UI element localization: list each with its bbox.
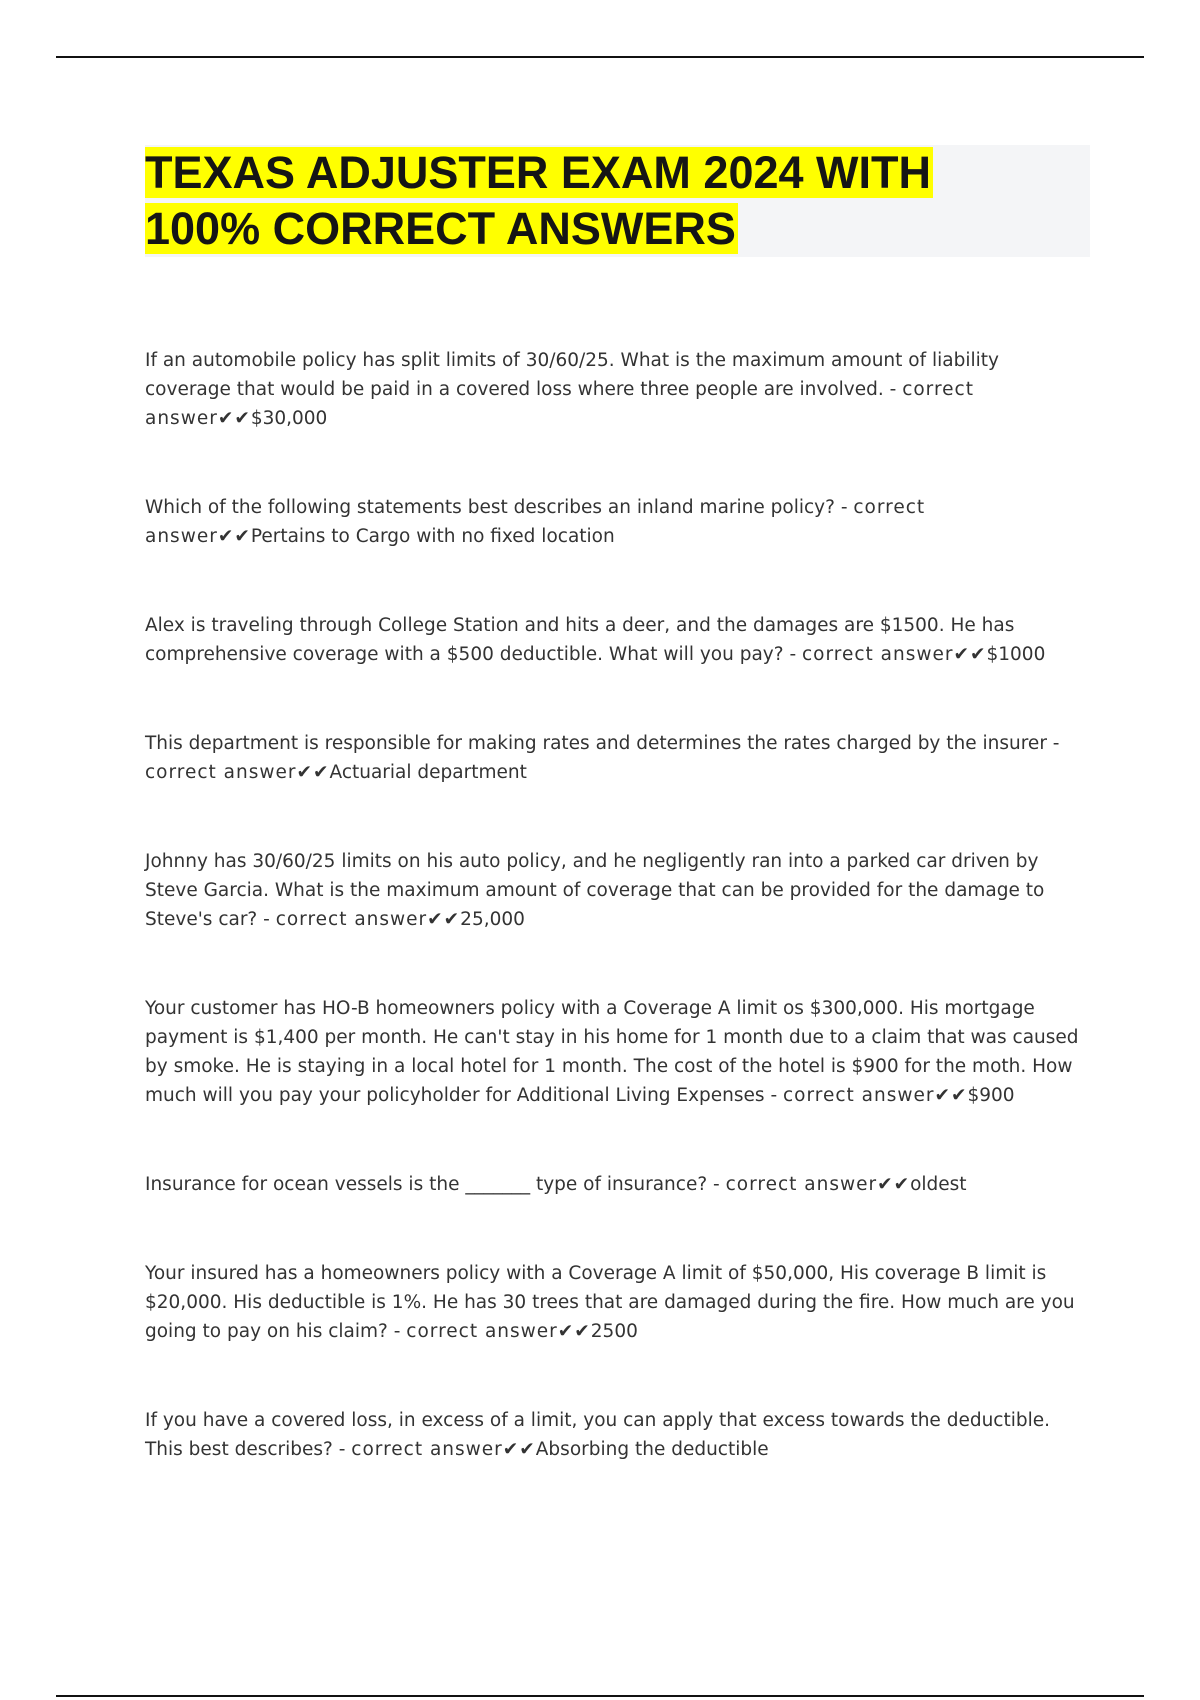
title-line-2: 100% CORRECT ANSWERS [145,203,736,254]
separator: - [764,1085,784,1106]
answer-text: $900 [967,1085,1015,1106]
separator: - [387,1321,407,1342]
answer-text: oldest [910,1174,967,1195]
question-text: Alex is traveling through College Station and hits a deer, and the damages are $1500. He has comprehensive coverage with a $500 deductible. What will you pay? [145,615,1015,665]
qa-item [145,729,1085,787]
qa-item [145,994,1085,1110]
correct-answer-marker: correct answer✔✔ [802,644,987,665]
separator: - [257,909,276,930]
separator: - [783,644,802,665]
question-text: Which of the following statements best describes an inland marine policy? [145,497,835,518]
separator: - [332,1439,352,1460]
qa-item [145,1406,1085,1464]
correct-answer-marker: correct answer✔✔ [783,1085,968,1106]
document-title [145,145,1090,257]
question-answer-list [145,346,1085,1524]
separator: - [1046,733,1060,754]
question-text: This department is responsible for making rates and determines the rates charged by the insurer [145,733,1047,754]
question-text: If you have a covered loss, in excess of a limit, you can apply that excess towards the deductible. This best describes? [145,1410,1051,1460]
qa-item [145,1259,1085,1346]
footer-rule [56,1695,1144,1697]
qa-item [145,611,1085,669]
correct-answer-marker: correct answer✔✔ [351,1439,536,1460]
correct-answer-marker: correct answer✔✔ [406,1321,591,1342]
answer-text: 25,000 [460,909,525,930]
question-text: Your insured has a homeowners policy with a Coverage A limit of $50,000, His coverage B limit is $20,000. His deductible is 1%. He has 30 trees that are damaged during the fire. How much are you going to pay on his claim? [145,1263,1075,1342]
answer-text: 2500 [590,1321,638,1342]
separator: - [707,1174,726,1195]
question-text: If an automobile policy has split limits of 30/60/25. What is the maximum amount of liability coverage that would be paid in a covered loss where three people are involved. [145,350,999,400]
title-line-1: TEXAS ADJUSTER EXAM 2024 WITH [145,147,931,198]
qa-item [145,346,1085,433]
answer-text: Absorbing the deductible [535,1439,769,1460]
answer-text: $1000 [986,644,1046,665]
correct-answer-marker: correct answer✔✔ [145,762,330,783]
answer-text: Pertains to Cargo with no fixed location [250,526,615,547]
correct-answer-marker: correct answer✔✔ [145,379,974,429]
answer-text: $30,000 [250,408,328,429]
qa-item [145,493,1085,551]
qa-item [145,1170,1085,1199]
separator: - [834,497,854,518]
qa-item [145,847,1085,934]
question-text: Your customer has HO-B homeowners policy with a Coverage A limit os $300,000. His mortgage payment is $1,400 per month. He can't stay in his home for 1 month due to a claim that was caused by smoke. He is staying in a local hotel for 1 month. The cost of the hotel is $900 for the moth. How much will you pay your policyholder for Additional Living Expenses [145,998,1079,1106]
header-rule [56,56,1144,58]
correct-answer-marker: correct answer✔✔ [145,497,926,547]
correct-answer-marker: correct answer✔✔ [275,909,461,930]
title-block [145,145,1090,257]
correct-answer-marker: correct answer✔✔ [725,1174,911,1195]
separator: - [883,379,903,400]
answer-text: Actuarial department [329,762,527,783]
question-text: Insurance for ocean vessels is the _______ type of insurance? [145,1174,708,1195]
question-text: Johnny has 30/60/25 limits on his auto policy, and he negligently ran into a parked car driven by Steve Garcia. What is the maximum amount of coverage that can be provided for the damage to Steve's car? [145,851,1045,930]
